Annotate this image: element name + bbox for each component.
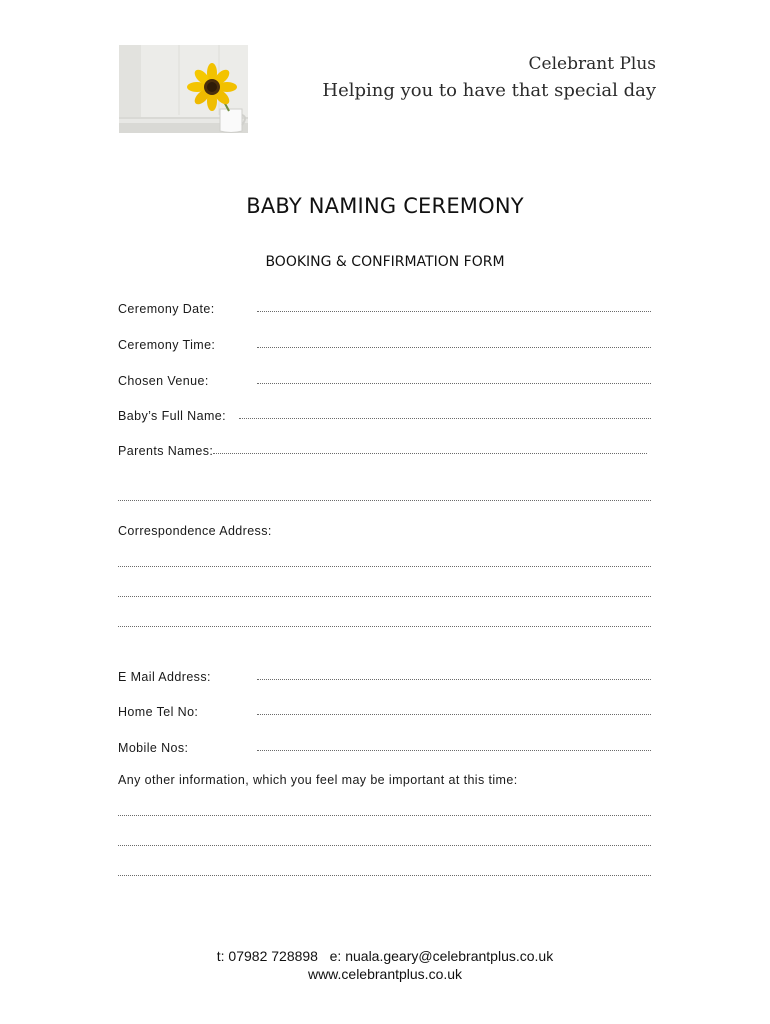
ceremony-date-line[interactable] [257,311,651,312]
ceremony-time-label: Ceremony Time: [118,338,216,352]
baby-full-name-label: Baby’s Full Name: [118,409,226,423]
other-info-line-2[interactable] [118,845,651,846]
brand-name: Celebrant Plus [528,54,656,74]
footer [0,947,770,983]
address-line-1[interactable] [118,566,651,567]
correspondence-address-label: Correspondence Address: [118,524,272,538]
parents-names-line-2[interactable] [118,500,651,501]
chosen-venue-line[interactable] [257,383,651,384]
other-info-line-1[interactable] [118,815,651,816]
brand-block [322,52,656,106]
footer-website[interactable]: www.celebrantplus.co.uk [307,966,463,982]
address-line-3[interactable] [118,626,651,627]
other-info-label: Any other information, which you feel may be important at this time: [118,773,518,787]
footer-contact: t: 07982 728898 e: nuala.geary@celebrantplus.co.uk [216,948,554,964]
ceremony-time-line[interactable] [257,347,651,348]
chosen-venue-label: Chosen Venue: [118,374,209,388]
email-address-field[interactable] [118,664,651,684]
chosen-venue-field[interactable] [118,368,651,388]
sunflower-icon [119,45,248,133]
ceremony-time-field[interactable] [118,332,651,352]
parents-names-field[interactable] [118,438,647,458]
baby-full-name-field[interactable] [118,403,651,423]
page-title: BABY NAMING CEREMONY [246,194,524,218]
parents-names-label: Parents Names: [118,444,214,458]
home-tel-label: Home Tel No: [118,705,199,719]
page-subtitle: BOOKING & CONFIRMATION FORM [265,254,505,270]
sunflower-vase-photo [119,45,248,133]
other-info-line-3[interactable] [118,875,651,876]
ceremony-date-label: Ceremony Date: [118,302,215,316]
mobile-nos-label: Mobile Nos: [118,741,189,755]
brand-tagline: Helping you to have that special day [322,80,656,101]
parents-names-line[interactable] [213,453,647,454]
home-tel-line[interactable] [257,714,651,715]
mobile-nos-line[interactable] [257,750,651,751]
ceremony-date-field[interactable] [118,296,651,316]
address-line-2[interactable] [118,596,651,597]
mobile-nos-field[interactable] [118,735,651,755]
baby-full-name-line[interactable] [239,418,651,419]
email-address-label: E Mail Address: [118,670,211,684]
home-tel-field[interactable] [118,699,651,719]
email-address-line[interactable] [257,679,651,680]
